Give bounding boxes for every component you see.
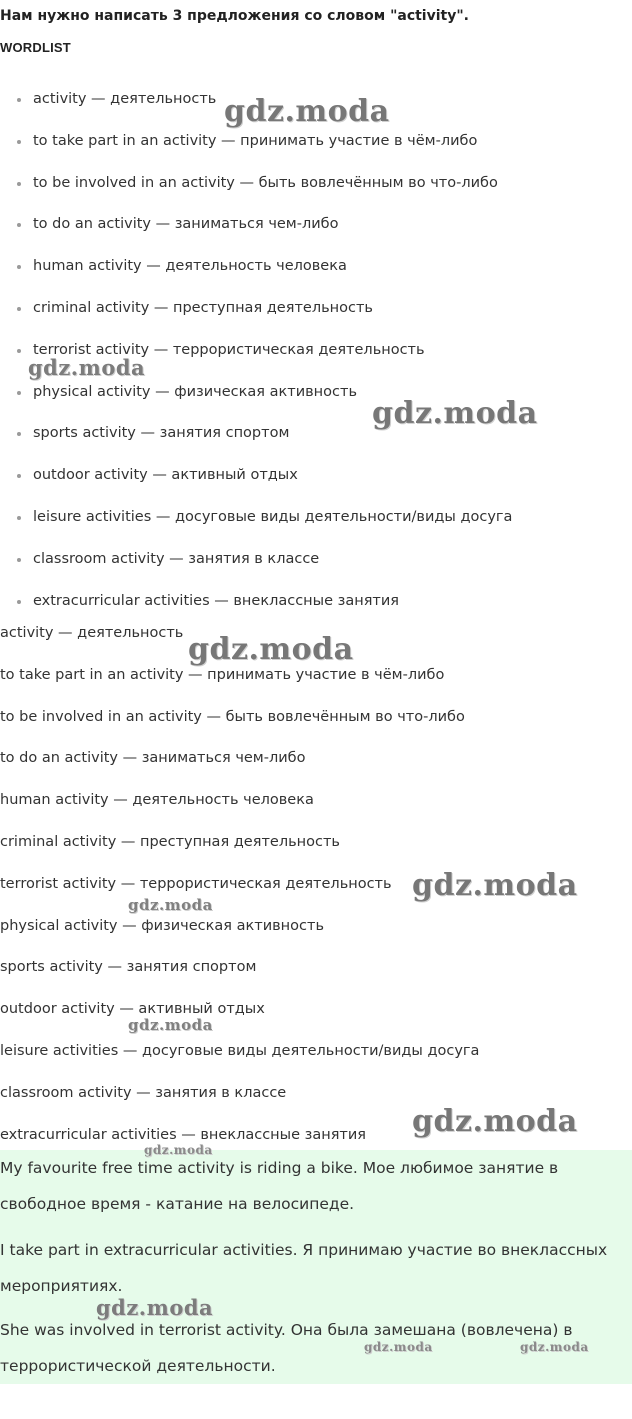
bullet-icon	[17, 307, 21, 311]
bullet-icon	[17, 265, 21, 269]
watermark: gdz.moda	[520, 1340, 589, 1354]
watermark: gdz.moda	[188, 632, 354, 667]
list-item	[0, 204, 512, 246]
list-item-text: human activity — деятельность человека	[33, 258, 347, 275]
watermark: gdz.moda	[128, 896, 213, 914]
bullet-icon	[17, 558, 21, 562]
list-item-text: extracurricular activities — внеклассные занятия	[33, 592, 400, 609]
plain-list-item: sports activity — занятия спортом	[0, 959, 257, 976]
list-item-text: classroom activity — занятия в классе	[33, 550, 320, 567]
bullet-icon	[17, 98, 21, 102]
plain-list-item: to do an activity — заниматься чем-либо	[0, 750, 306, 767]
plain-list-item: activity — деятельность	[0, 625, 184, 641]
list-item-text: criminal activity — преступная деятельность	[33, 299, 373, 316]
bullet-icon	[17, 349, 21, 353]
wordlist-plain	[0, 613, 479, 1156]
answer-box	[0, 1150, 632, 1384]
bullet-icon	[17, 223, 21, 227]
plain-list-item: to take part in an activity — принимать участие в чём-либо	[0, 666, 445, 683]
plain-list-item: physical activity — физическая активность	[0, 917, 324, 934]
watermark: gdz.moda	[412, 1104, 578, 1139]
watermark: gdz.moda	[364, 1340, 433, 1354]
plain-list-item: extracurricular activities — внеклассные занятия	[0, 1126, 367, 1143]
answer-sentence: She was involved in terrorist activity. Она была замешана (вовлечена) в террористической деятельности.	[0, 1321, 573, 1375]
list-item-text: sports activity — занятия спортом	[33, 425, 290, 442]
list-item	[0, 455, 512, 497]
list-item	[0, 288, 512, 330]
plain-list-item: leisure activities — досуговые виды деятельности/виды досуга	[0, 1042, 480, 1059]
list-item-text: terrorist activity — террористическая деятельность	[33, 341, 425, 358]
list-item-text: to take part in an activity — принимать участие в чём-либо	[33, 132, 478, 149]
plain-list-item: to be involved in an activity — быть вовлечённым во что-либо	[0, 708, 465, 725]
answer-sentence: I take part in extracurricular activities. Я принимаю участие во внеклассных мероприятиях.	[0, 1241, 608, 1295]
watermark: gdz.moda	[128, 1016, 213, 1034]
watermark: gdz.moda	[372, 396, 538, 431]
list-item-text: outdoor activity — активный отдых	[33, 467, 298, 484]
list-item	[0, 121, 512, 163]
list-item	[0, 539, 512, 581]
bullet-icon	[17, 474, 21, 478]
answer-sentence: My favourite free time activity is riding a bike. Мое любимое занятие в свободное время - катание на велосипеде.	[0, 1159, 559, 1213]
list-item	[0, 413, 512, 455]
list-item	[0, 163, 512, 205]
list-item-text: activity — деятельность	[33, 91, 217, 107]
bullet-icon	[17, 600, 21, 604]
bullet-icon	[17, 391, 21, 395]
watermark: gdz.moda	[224, 94, 390, 129]
list-item	[0, 246, 512, 288]
bullet-icon	[17, 432, 21, 436]
plain-list-item: human activity — деятельность человека	[0, 792, 314, 809]
watermark: gdz.moda	[144, 1143, 213, 1157]
watermark: gdz.moda	[412, 868, 578, 903]
list-item-text: leisure activities — досуговые виды деятельности/виды досуга	[33, 508, 513, 525]
list-item-text: physical activity — физическая активность	[33, 383, 357, 400]
bullet-icon	[17, 140, 21, 144]
list-item-text: to do an activity — заниматься чем-либо	[33, 216, 339, 233]
bullet-icon	[17, 182, 21, 186]
watermark: gdz.moda	[96, 1295, 214, 1320]
list-item	[0, 79, 512, 121]
list-item	[0, 497, 512, 539]
plain-list-item: classroom activity — занятия в классе	[0, 1084, 287, 1101]
list-item	[0, 330, 512, 372]
plain-list-item: outdoor activity — активный отдых	[0, 1001, 265, 1018]
question-text: Нам нужно написать 3 предложения со словом "activity".	[0, 8, 469, 24]
plain-list-item: criminal activity — преступная деятельность	[0, 833, 340, 850]
wordlist-bulleted	[0, 79, 512, 622]
list-item	[0, 372, 512, 414]
bullet-icon	[17, 516, 21, 520]
watermark: gdz.moda	[28, 355, 146, 380]
list-item-text: to be involved in an activity — быть вовлечённым во что-либо	[33, 174, 498, 191]
wordlist-heading: WORDLIST	[0, 40, 71, 55]
plain-list-item: terrorist activity — террористическая деятельность	[0, 875, 392, 892]
